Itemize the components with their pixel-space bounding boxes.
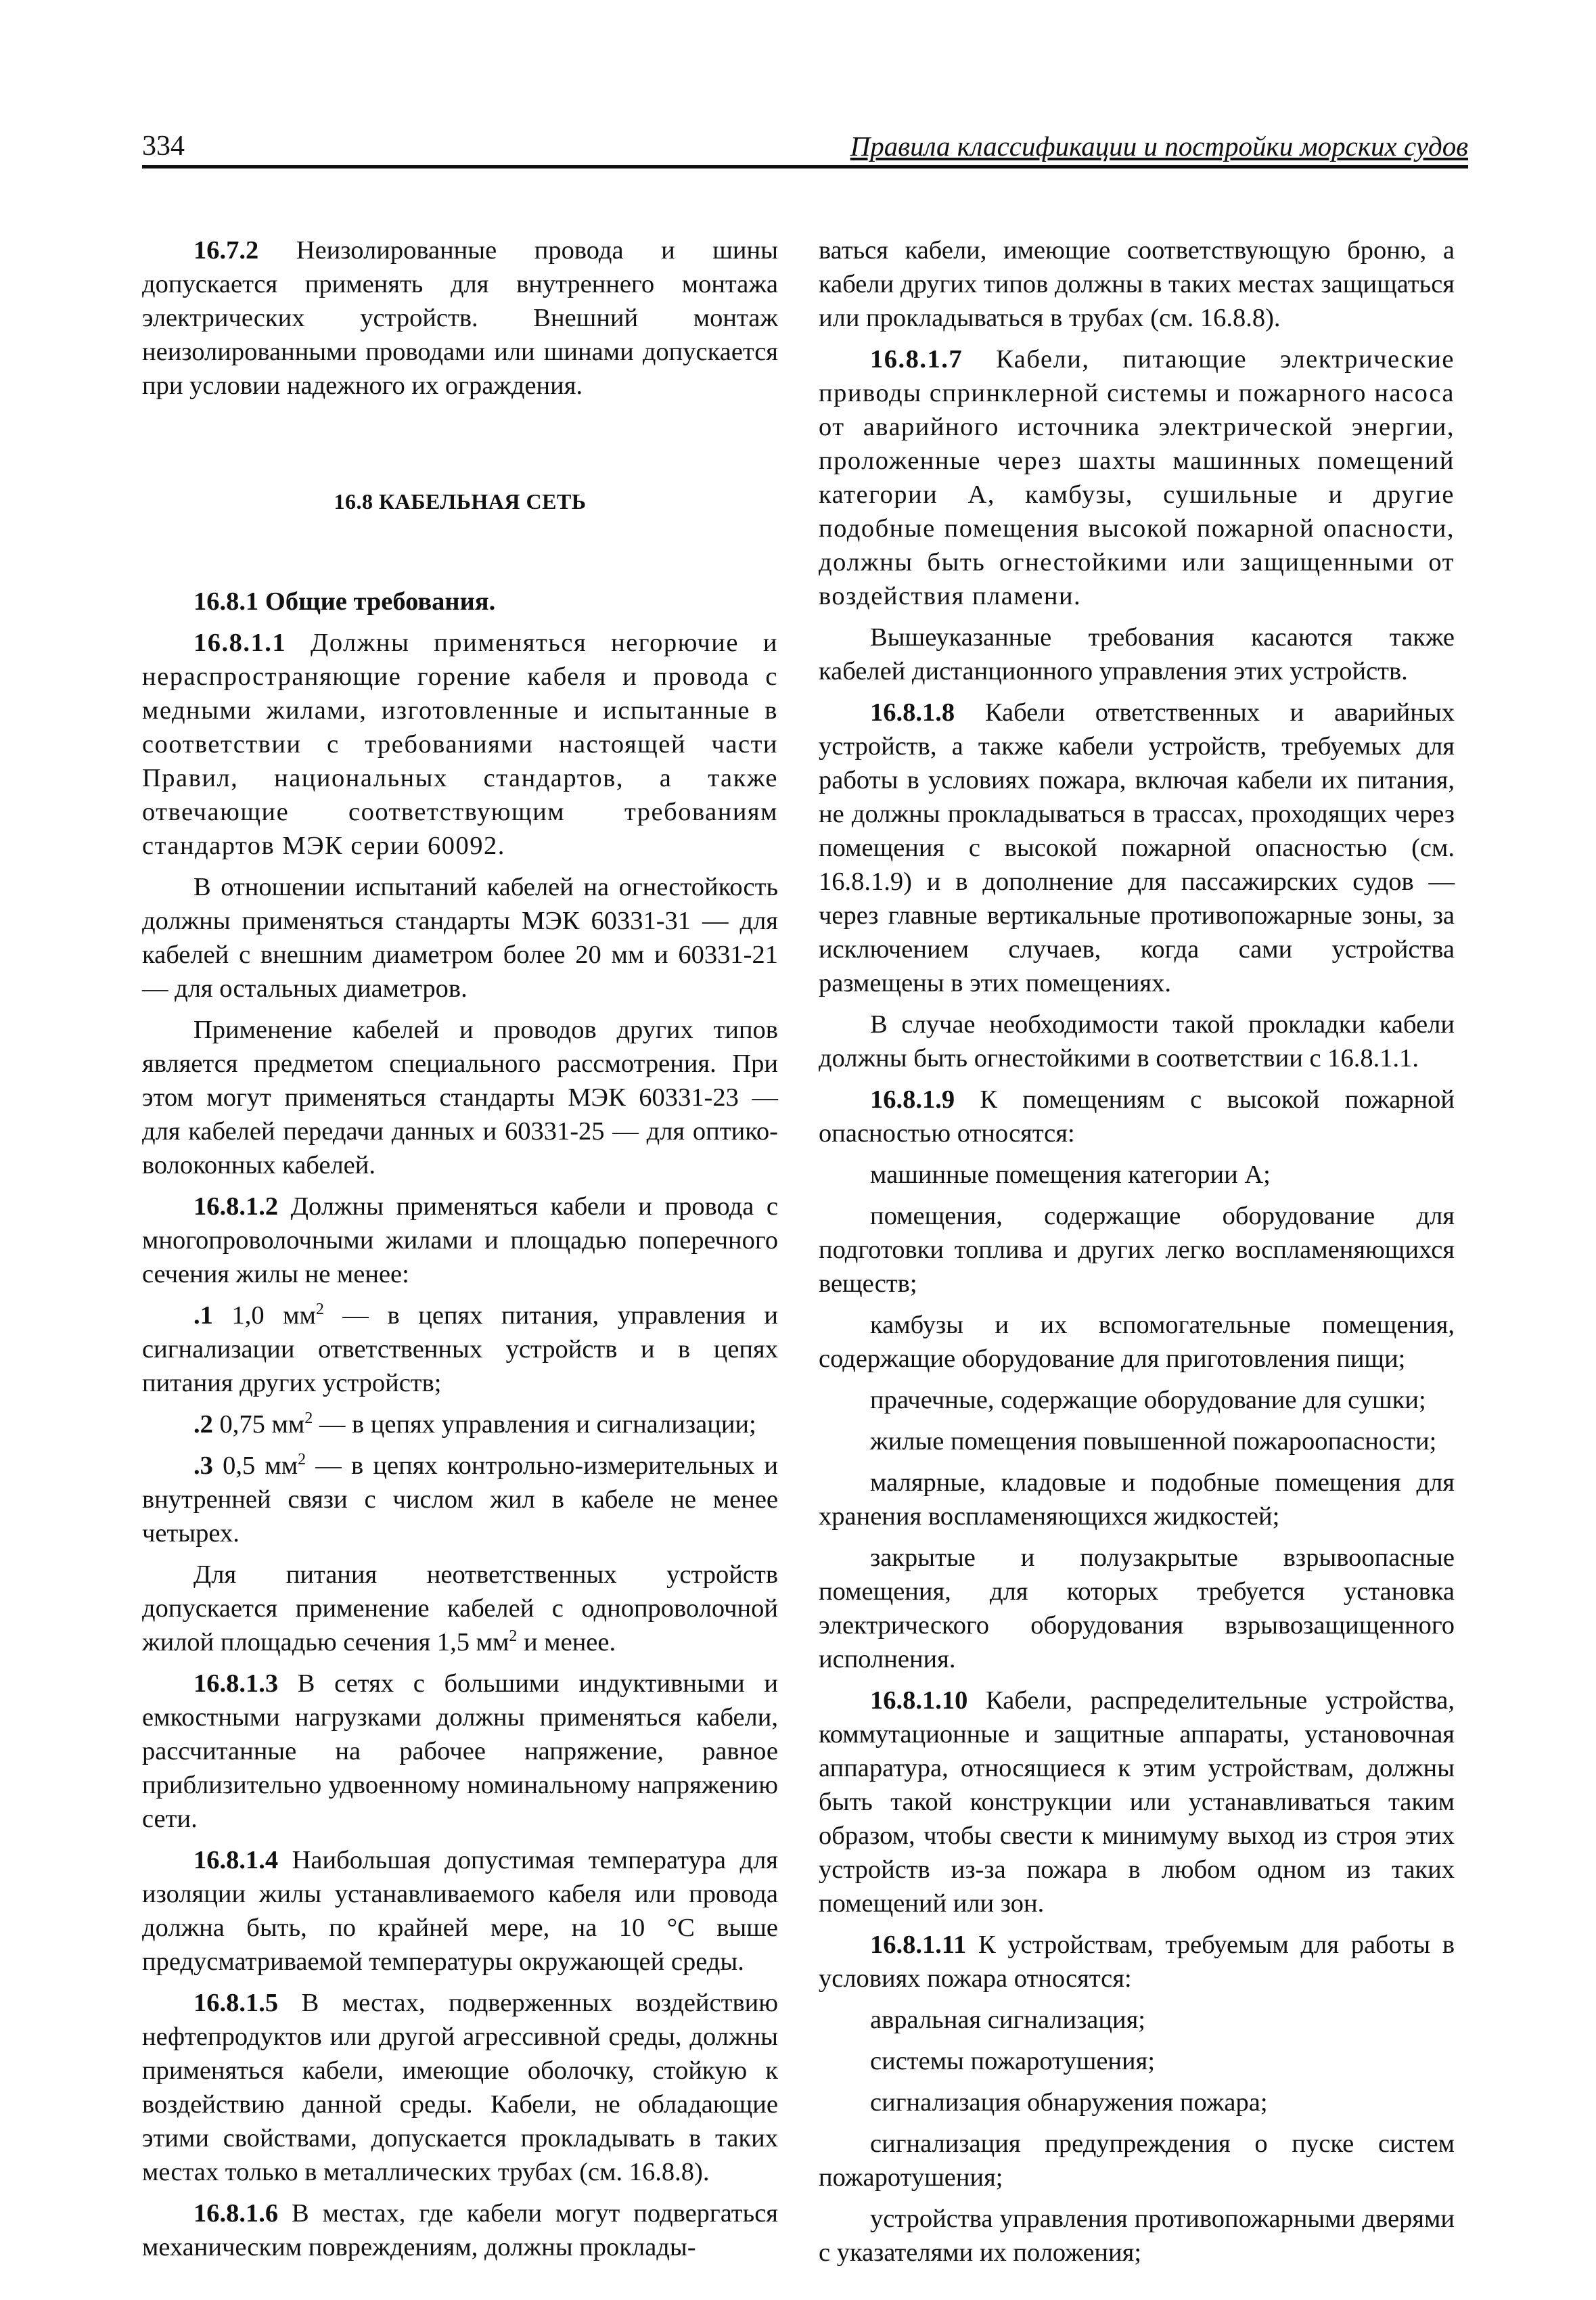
clause-text: Неизолированные провода и шины допускается применять для внутреннего монтажа электрических устройств. Внешний монтаж неизолированными проводами или шинами допускается при условии надежного их ограждения.	[142, 236, 778, 400]
paragraph-16-8-1-10	[819, 1684, 1455, 1920]
clause-number: 16.8.1.10	[870, 1686, 968, 1715]
clause-number: 16.8.1.3	[193, 1669, 279, 1698]
paragraph-16-8-1-4	[142, 1843, 778, 1979]
clause-text: В местах, где кабели могут подвергаться механическим повреждениям, должны проклады-	[142, 2199, 778, 2261]
item-text: — в цепях контрольно-измерительных и внутренней связи с числом жил в кабеле не менее четырех.	[142, 1451, 778, 1548]
list-item: закрытые и полузакрытые взрывоопасные помещения, для которых требуется установка электрического оборудования взрывозащищенного исполнения.	[819, 1543, 1455, 1673]
item-number: .3	[193, 1451, 213, 1480]
list-item: жилые помещения повышенной пожароопасности;	[870, 1427, 1437, 1456]
clause-number: 16.8.1.7	[870, 345, 963, 374]
paragraph-16-8-1-8	[819, 696, 1455, 1000]
clause-text: К устройствам, требуемым для работы в условиях пожара относятся:	[819, 1931, 1455, 1993]
clause-text: К помещениям с высокой пожарной опасностью относятся:	[819, 1085, 1455, 1148]
page-number: 334	[142, 131, 185, 162]
superscript: 2	[315, 1301, 324, 1319]
paragraph-text: и менее.	[517, 1628, 616, 1656]
list-item: помещения, содержащие оборудование для подготовки топлива и других легко воспламеняющихся веществ;	[819, 1202, 1455, 1298]
paragraph-continuation: ваться кабели, имеющие соответствующую броню, а кабели других типов должны в таких местах защищаться или прокладываться в трубах (см. 16.8.8).	[819, 236, 1455, 332]
list-item: авральная сигнализация;	[870, 2006, 1145, 2034]
running-title: Правила классификации и постройки морских судов	[850, 131, 1468, 162]
list-item-1	[142, 1299, 778, 1400]
clause-text: Кабели, распределительные устройства, коммутационные и защитные аппараты, установочная аппаратура, относящиеся к этим устройствам, должны быть такой конструкции или устанавливаться таким образом, чтобы свести к минимуму выход из строя этих устройств из-за пожара в любом одном из таких помещений или зон.	[819, 1686, 1455, 1918]
superscript: 2	[509, 1627, 518, 1646]
item-text: 0,75 мм	[212, 1410, 305, 1439]
list-item: системы пожаротушения;	[870, 2047, 1156, 2075]
list-item: камбузы и их вспомогательные помещения, содержащие оборудование для приготовления пищи;	[819, 1311, 1455, 1373]
page-header	[142, 120, 1468, 168]
paragraph-remote-control: Вышеуказанные требования касаются также кабелей дистанционного управления этих устройств.	[819, 623, 1455, 685]
item-text: 1,0 мм	[212, 1301, 316, 1330]
paragraph-other-types: Применение кабелей и проводов других типов является предметом специального рассмотрения. При этом могут применяться стандарты МЭК 60331-23 — для кабелей передачи данных и 60331-25 — для оптико-волоконных кабелей.	[142, 1016, 778, 1179]
list-item: прачечные, содержащие оборудование для сушки;	[870, 1386, 1426, 1414]
list-item-3	[142, 1449, 778, 1550]
clause-text: Кабели ответственных и аварийных устройств, а также кабели устройств, требуемых для работы в условиях пожара, включая кабели их питания, не должны прокладываться в трассах, проходящих через помещения с высокой пожарной опасностью (см. 16.8.1.9) и в дополнение для пассажирских судов — через главные вертикальные противопожарные зоны, за исключением случаев, когда сами устройства размещены в этих помещениях.	[819, 698, 1455, 997]
clause-number: 16.8.1.9	[870, 1085, 955, 1114]
clause-number: 16.8.1.11	[870, 1931, 967, 1959]
list-item: устройства управления противопожарными дверями с указателями их положения;	[819, 2205, 1455, 2267]
list-item: малярные, кладовые и подобные помещения для хранения воспламеняющихся жидкостей;	[819, 1468, 1455, 1531]
clause-text: В сетях с большими индуктивными и емкостными нагрузками должны применяться кабели, рассчитанные на рабочее напряжение, равное приблизительно удвоенному номинальному напряжению сети.	[142, 1669, 778, 1833]
left-column	[142, 233, 778, 2272]
right-column	[819, 233, 1455, 2277]
paragraph-16-7-2	[142, 233, 778, 403]
clause-number: 16.8.1.8	[870, 698, 955, 727]
paragraph-fire-tests: В отношении испытаний кабелей на огнестойкость должны применяться стандарты МЭК 60331-31 — для кабелей с внешним диаметром более 20 мм и 60331-21 — для остальных диаметров.	[142, 873, 778, 1003]
superscript: 2	[304, 1410, 313, 1428]
paragraph-text: Для питания неответственных устройств допускается применение кабелей с однопроволочной жилой площадью сечения 1,5 мм	[142, 1560, 778, 1656]
item-text: — в цепях управления и сигнализации;	[313, 1410, 756, 1439]
paragraph-if-needed: В случае необходимости такой прокладки кабели должны быть огнестойкими в соответствии с 16.8.1.1.	[819, 1010, 1455, 1073]
superscript: 2	[298, 1451, 306, 1469]
item-number: .2	[193, 1410, 213, 1439]
clause-text: Должны применяться негорючие и нераспространяющие горение кабеля и провода с медными жилами, изготовленные и испытанные в соответствии с требованиями настоящей части Правил, национальных стандартов, а также отвечающие соответствующим требованиям стандартов МЭК серии 60092.	[142, 629, 778, 860]
list-item: машинные помещения категории А;	[870, 1160, 1271, 1189]
item-text: — в цепях питания, управления и сигнализации ответственных устройств и в цепях питания других устройств;	[142, 1301, 778, 1397]
paragraph-16-8-1-6	[142, 2196, 778, 2264]
list-item: сигнализация обнаружения пожара;	[870, 2088, 1268, 2117]
list-item: сигнализация предупреждения о пуске систем пожаротушения;	[819, 2129, 1455, 2192]
section-title: 16.8 КАБЕЛЬНАЯ СЕТЬ	[334, 489, 587, 514]
paragraph-16-8-1-1	[142, 626, 778, 863]
subsection-heading: 16.8.1 Общие требования.	[193, 587, 496, 616]
paragraph-16-8-1-2	[142, 1190, 778, 1291]
paragraph-16-8-1-7	[819, 342, 1455, 613]
clause-number: 16.8.1.5	[193, 1989, 279, 2017]
clause-text: В местах, подверженных воздействию нефтепродуктов или другой агрессивной среды, должны применяться кабели, имеющие оболочку, стойкую к воздействию данной среды. Кабели, не обладающие этими свойствами, допускается прокладывать в таких местах только в металлических трубах (см. 16.8.8).	[142, 1989, 778, 2186]
clause-text: Наибольшая допустимая температура для изоляции жилы устанавливаемого кабеля или провода должна быть, по крайней мере, на 10 °С выше предусматриваемой температуры окружающей среды.	[142, 1846, 778, 1976]
list-item-2	[142, 1407, 778, 1441]
paragraph-non-essential	[142, 1558, 778, 1659]
clause-number: 16.8.1.6	[193, 2199, 279, 2228]
paragraph-16-8-1-5	[142, 1986, 778, 2189]
clause-number: 16.7.2	[193, 236, 259, 265]
clause-number: 16.8.1.4	[193, 1846, 279, 1874]
item-number: .1	[193, 1301, 213, 1330]
clause-text: Должны применяться кабели и провода с многопроволочными жилами и площадью поперечного сечения жилы не менее:	[142, 1192, 778, 1288]
paragraph-16-8-1-3	[142, 1667, 778, 1836]
paragraph-16-8-1-9	[819, 1083, 1455, 1150]
clause-number: 16.8.1.1	[193, 629, 287, 657]
paragraph-16-8-1-11	[819, 1928, 1455, 1995]
item-text: 0,5 мм	[212, 1451, 298, 1480]
clause-number: 16.8.1.2	[193, 1192, 279, 1221]
clause-text: Кабели, питающие электрические приводы спринклерной системы и пожарного насоса от аварийного источника электрической энергии, проложенные через шахты машинных помещений категории А, камбузы, сушильные и другие подобные помещения высокой пожарной опасности, должны быть огнестойкими или защищенными от воздействия пламени.	[819, 345, 1455, 610]
